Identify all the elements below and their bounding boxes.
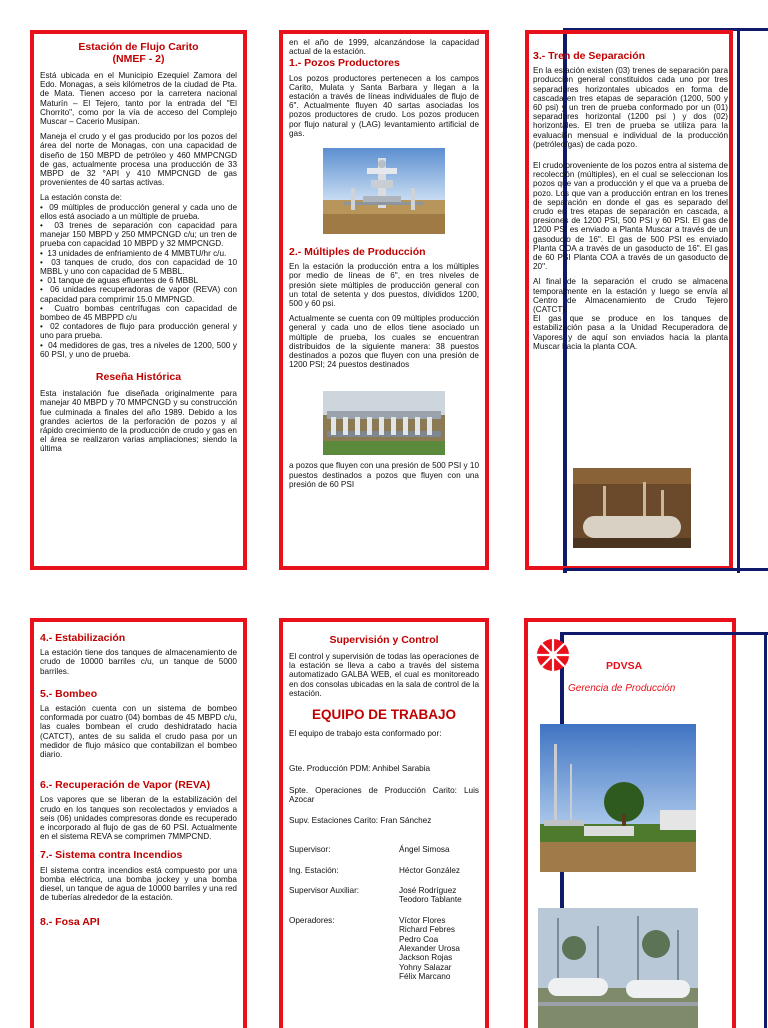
pumping-heading: 5.- Bombeo <box>40 687 98 700</box>
team-member-name: Jackson Rojas <box>399 953 453 963</box>
panel-separation <box>525 28 768 573</box>
team-roster <box>289 845 479 981</box>
supervision-paragraph: El control y supervisión de todas las operaciones de la estación se lleva a cabo a través del sistema automatizado GALBA WEB, el cual es monitoreado en dos consolas ubicadas en la sala de control de la estación. <box>289 652 479 698</box>
team-role-label: Operadores: <box>289 915 335 925</box>
supervision-heading: Supervisión y Control <box>329 634 439 646</box>
team-member-name: Alexander Urosa <box>399 944 460 954</box>
station-title: Estación de Flujo Carito (NMEF - 2) <box>78 41 199 65</box>
team-member-names <box>399 845 450 854</box>
team-superintendent: Spte. Operaciones de Producción Carito: Luis Azocar <box>289 785 479 804</box>
team-role-label: Supervisor Auxiliar: <box>289 886 360 896</box>
team-member-names <box>399 886 462 905</box>
list-intro: La estación consta de: <box>40 193 122 203</box>
panel-cover <box>520 618 768 1028</box>
list-item: • 01 tanque de aguas efluentes de 6 MBBL <box>40 276 237 285</box>
team-row <box>289 886 479 905</box>
list-item: • 02 contadores de flujo para producción general y uno para prueba. <box>40 322 237 340</box>
team-member-name: Héctor González <box>399 865 460 875</box>
station-components-list <box>40 203 237 359</box>
department-name: Gerencia de Producción <box>568 683 676 694</box>
team-role-label: Ing. Estación: <box>289 865 339 875</box>
team-row <box>289 866 479 875</box>
api-pit-heading: 8.- Fosa API <box>40 916 100 929</box>
list-item: • Cuatro bombas centrífugas con capacidad de bombeo de 45 MBPPD c/u <box>40 304 237 322</box>
team-row <box>289 845 479 854</box>
team-member-name: Richard Febres <box>399 925 455 935</box>
navy-frame-right <box>764 632 767 1028</box>
stabilization-paragraph: La estación tiene dos tanques de almacenamiento de crudo de 10000 barriles c/u, un tanque de 5000 barriles. <box>40 648 237 676</box>
history-heading: Reseña Histórica <box>95 371 182 384</box>
team-member-names <box>399 916 460 982</box>
fire-system-heading: 7.- Sistema contra Incendios <box>40 849 183 862</box>
producing-wells-paragraph: Los pozos productores pertenecen a los campos Carito, Mulata y Santa Barbara y llegan a la estación a través de líneas individuales de flujo de 6". Actualmente fluyen 40 sartas asociadas los pozos productores de crudo. Los pozos producen por flujo natural y (LAG) levantamiento artificial de gas. <box>289 73 479 138</box>
separation-paragraph-1: En la estación existen (03) trenes de separación para producción general constituidos cada uno por tres separadores horizontales ubicados en forma de cascada en tres etapas de separación (1200, 500 y 60 psi) y un tren de prueba conformado por un (01) separadores horizontal (1200 psi ) y dos (02) horizontales. El tren de prueba se utiliza para la evaluación mensual e individual de la producción (petróleo/gas) de cada pozo. <box>533 66 728 149</box>
history-paragraph: Esta instalación fue diseñada originalmente para manejar 40 MBPD y 70 MMPCNGD y su construcción fue culminada a finales del año 1989. Debido a los grandes aciertos de la perforación de pozos y al rápido crecimiento de la producción de crudo y gas en el área se realizaron varias ampliaciones; siendo la última <box>40 389 237 454</box>
continuation-text: en el año de 1999, alcanzándose la capacidad actual de la estación. <box>289 38 479 57</box>
separation-paragraph-2: El crudo proveniente de los pozos entra al sistema de recolección (múltiples), en el cual se seleccionan los pozos que van a producción y el que va a prueba de pozo. Los que van a producción entran en los trenes de separación en donde el gas es separado del crudo en tres etapas de separación en cascada, a presiones de 1200 PSI, 500 PSI y 60 PSI. El gas de 1200 PSI es enviado a Planta Muscar a través de un gasoducto de 16". El gas de 500 PSI es enviado Planta COA a través de un gasoducto de 16". El gas de 60 PSI Planta COA a través de un gasoducto de 20". <box>533 161 728 272</box>
team-member-name: Yohny Salazar <box>399 962 452 972</box>
wellhead-photo <box>323 148 445 234</box>
team-station-supervisor: Supv. Estaciones Carito: Fran Sánchez <box>289 816 432 826</box>
manifolds-heading: 2.- Múltiples de Producción <box>289 246 426 259</box>
separation-paragraph-4: El gas que se produce en los tanques de estabilización pasa a la Unidad Recuperadora de Vapores y de aquí son enviados hacia la planta Muscar hacia la planta COA. <box>533 314 728 351</box>
panel-station-intro <box>30 30 247 570</box>
team-role-label: Supervisor: <box>289 845 331 855</box>
separation-paragraph-3: Al final de la separación el crudo se almacena temporalmente en la estación y luego se envía al Centro de Almacenamiento de Crudo Tejero (CATCT). <box>533 277 728 315</box>
pdvsa-logo-icon <box>536 638 570 672</box>
list-item: • 13 unidades de enfriamiento de 4 MMBTU/hr c/u. <box>40 249 237 258</box>
navy-frame-right-inner <box>737 28 740 573</box>
panel-systems <box>30 618 247 1028</box>
list-item: • 09 múltiples de producción general y cada uno de ellos está asociado a un múltiple de prueba. <box>40 203 237 221</box>
pumping-paragraph: La estación cuenta con un sistema de bombeo conformada por cuatro (04) bombas de 45 MBPD c/u, las cuales bombean el crudo deshidratado hacia (CATCT), antes de su salida el crudo pasa por un medidor de flujo másico que contabilizan el bombeo diario. <box>40 704 237 760</box>
brand-name: PDVSA <box>606 660 643 672</box>
manifolds-paragraph-3: a pozos que fluyen con una presión de 500 PSI y 10 puestos destinados a pozos que fluyen con una presión de 60 PSI <box>289 461 479 489</box>
station-photo-2 <box>538 908 698 1028</box>
team-member-name: Pedro Coa <box>399 934 439 944</box>
panel-team <box>279 618 489 1028</box>
team-manager: Gte. Producción PDM: Anhibel Sarabia <box>289 764 431 774</box>
team-row <box>289 916 479 982</box>
station-photo-1 <box>540 724 696 872</box>
separator-photo <box>573 468 691 548</box>
team-intro: El equipo de trabajo esta conformado por: <box>289 729 442 739</box>
stabilization-heading: 4.- Estabilización <box>40 632 126 644</box>
team-member-names <box>399 866 460 875</box>
team-member-name: Teodoro Tablante <box>399 895 462 905</box>
panel-wells-manifolds <box>279 30 489 570</box>
team-member-name: Víctor Flores <box>399 915 446 925</box>
team-heading: EQUIPO DE TRABAJO <box>311 707 457 723</box>
vapor-recovery-heading: 6.- Recuperación de Vapor (REVA) <box>40 779 211 792</box>
fire-system-paragraph: El sistema contra incendios está compuesto por una bomba eléctrica, una bomba jockey y una bomba diesel, un tanque de agua de 10000 barriles y una red de tuberías alrededor de la estación. <box>40 865 237 903</box>
team-member-name: Félix Marcano <box>399 972 451 982</box>
manifolds-paragraph-1: En la estación la producción entra a los múltiples por medio de líneas de 6", en tres niveles de presión siete múltiples de producción general con un total de setenta y dos puestos, divididos 1200, 500 y 60 psi. <box>289 262 479 309</box>
location-paragraph: Está ubicada en el Municipio Ezequiel Zamora del Edo. Monagas, a seis kilómetros de la ciudad de Pta. de Mata. Tienen acceso por la carretera nacional Maturín – El Tejero, tanto por la entrada del "El Chorrito", como por la vía de acceso del Complejo Muscar – Cacerio Musipan. <box>40 71 237 127</box>
capacity-paragraph: Maneja el crudo y el gas producido por los pozos del área del norte de Monagas, con una capacidad de diseño de 150 MBPD de petróleo y 460 MMPCNGD de gas, actualmente procesa una producción de 33 MBPD de 32 °API y 410 MMPCNGD de gas provenientes de 40 sartas activas. <box>40 132 237 188</box>
team-member-name: José Rodríguez <box>399 886 457 896</box>
list-item: • 06 unidades recuperadoras de vapor (REVA) con capacidad para comprimir 15.0 MMPNGD. <box>40 285 237 303</box>
vapor-recovery-paragraph: Los vapores que se liberan de la estabilización del crudo en los tanques son recolectados y enviados a seis (06) unidades compresoras donde es recuperado e incorporado al flujo de gas de 60 PSI. Actualmente en el sistema REVA se comprimen 7MMPCND. <box>40 795 237 842</box>
manifold-photo <box>323 391 445 455</box>
list-item: • 04 medidores de gas, tres a niveles de 1200, 500 y 60 PSI, y uno de prueba. <box>40 341 237 359</box>
navy-frame-top <box>560 632 768 635</box>
producing-wells-heading: 1.- Pozos Productores <box>289 57 400 70</box>
manifolds-paragraph-2: Actualmente se cuenta con 09 múltiples producción general y cada uno de ellos tiene asociado un múltiple de prueba, los cuales se encuentran distribuidos de la siguiente manera: 38 puestos destinados a pozos que fluyen con una presión de 1200 PSI; 24 puestos destinados <box>289 314 479 370</box>
list-item: • 03 tanques de crudo, dos con capacidad de 10 MBBL y uno con capacidad de 5 MBBL. <box>40 258 237 276</box>
list-item: • 03 trenes de separación con capacidad para manejar 150 MBPD y 250 MMPCNGD c/u; un tren de prueba con capacidad 10 MBPD y 32 MMPCNGD. <box>40 221 237 249</box>
team-member-name: Ángel Simosa <box>399 845 450 855</box>
separation-heading: 3.- Tren de Separación <box>533 50 646 62</box>
